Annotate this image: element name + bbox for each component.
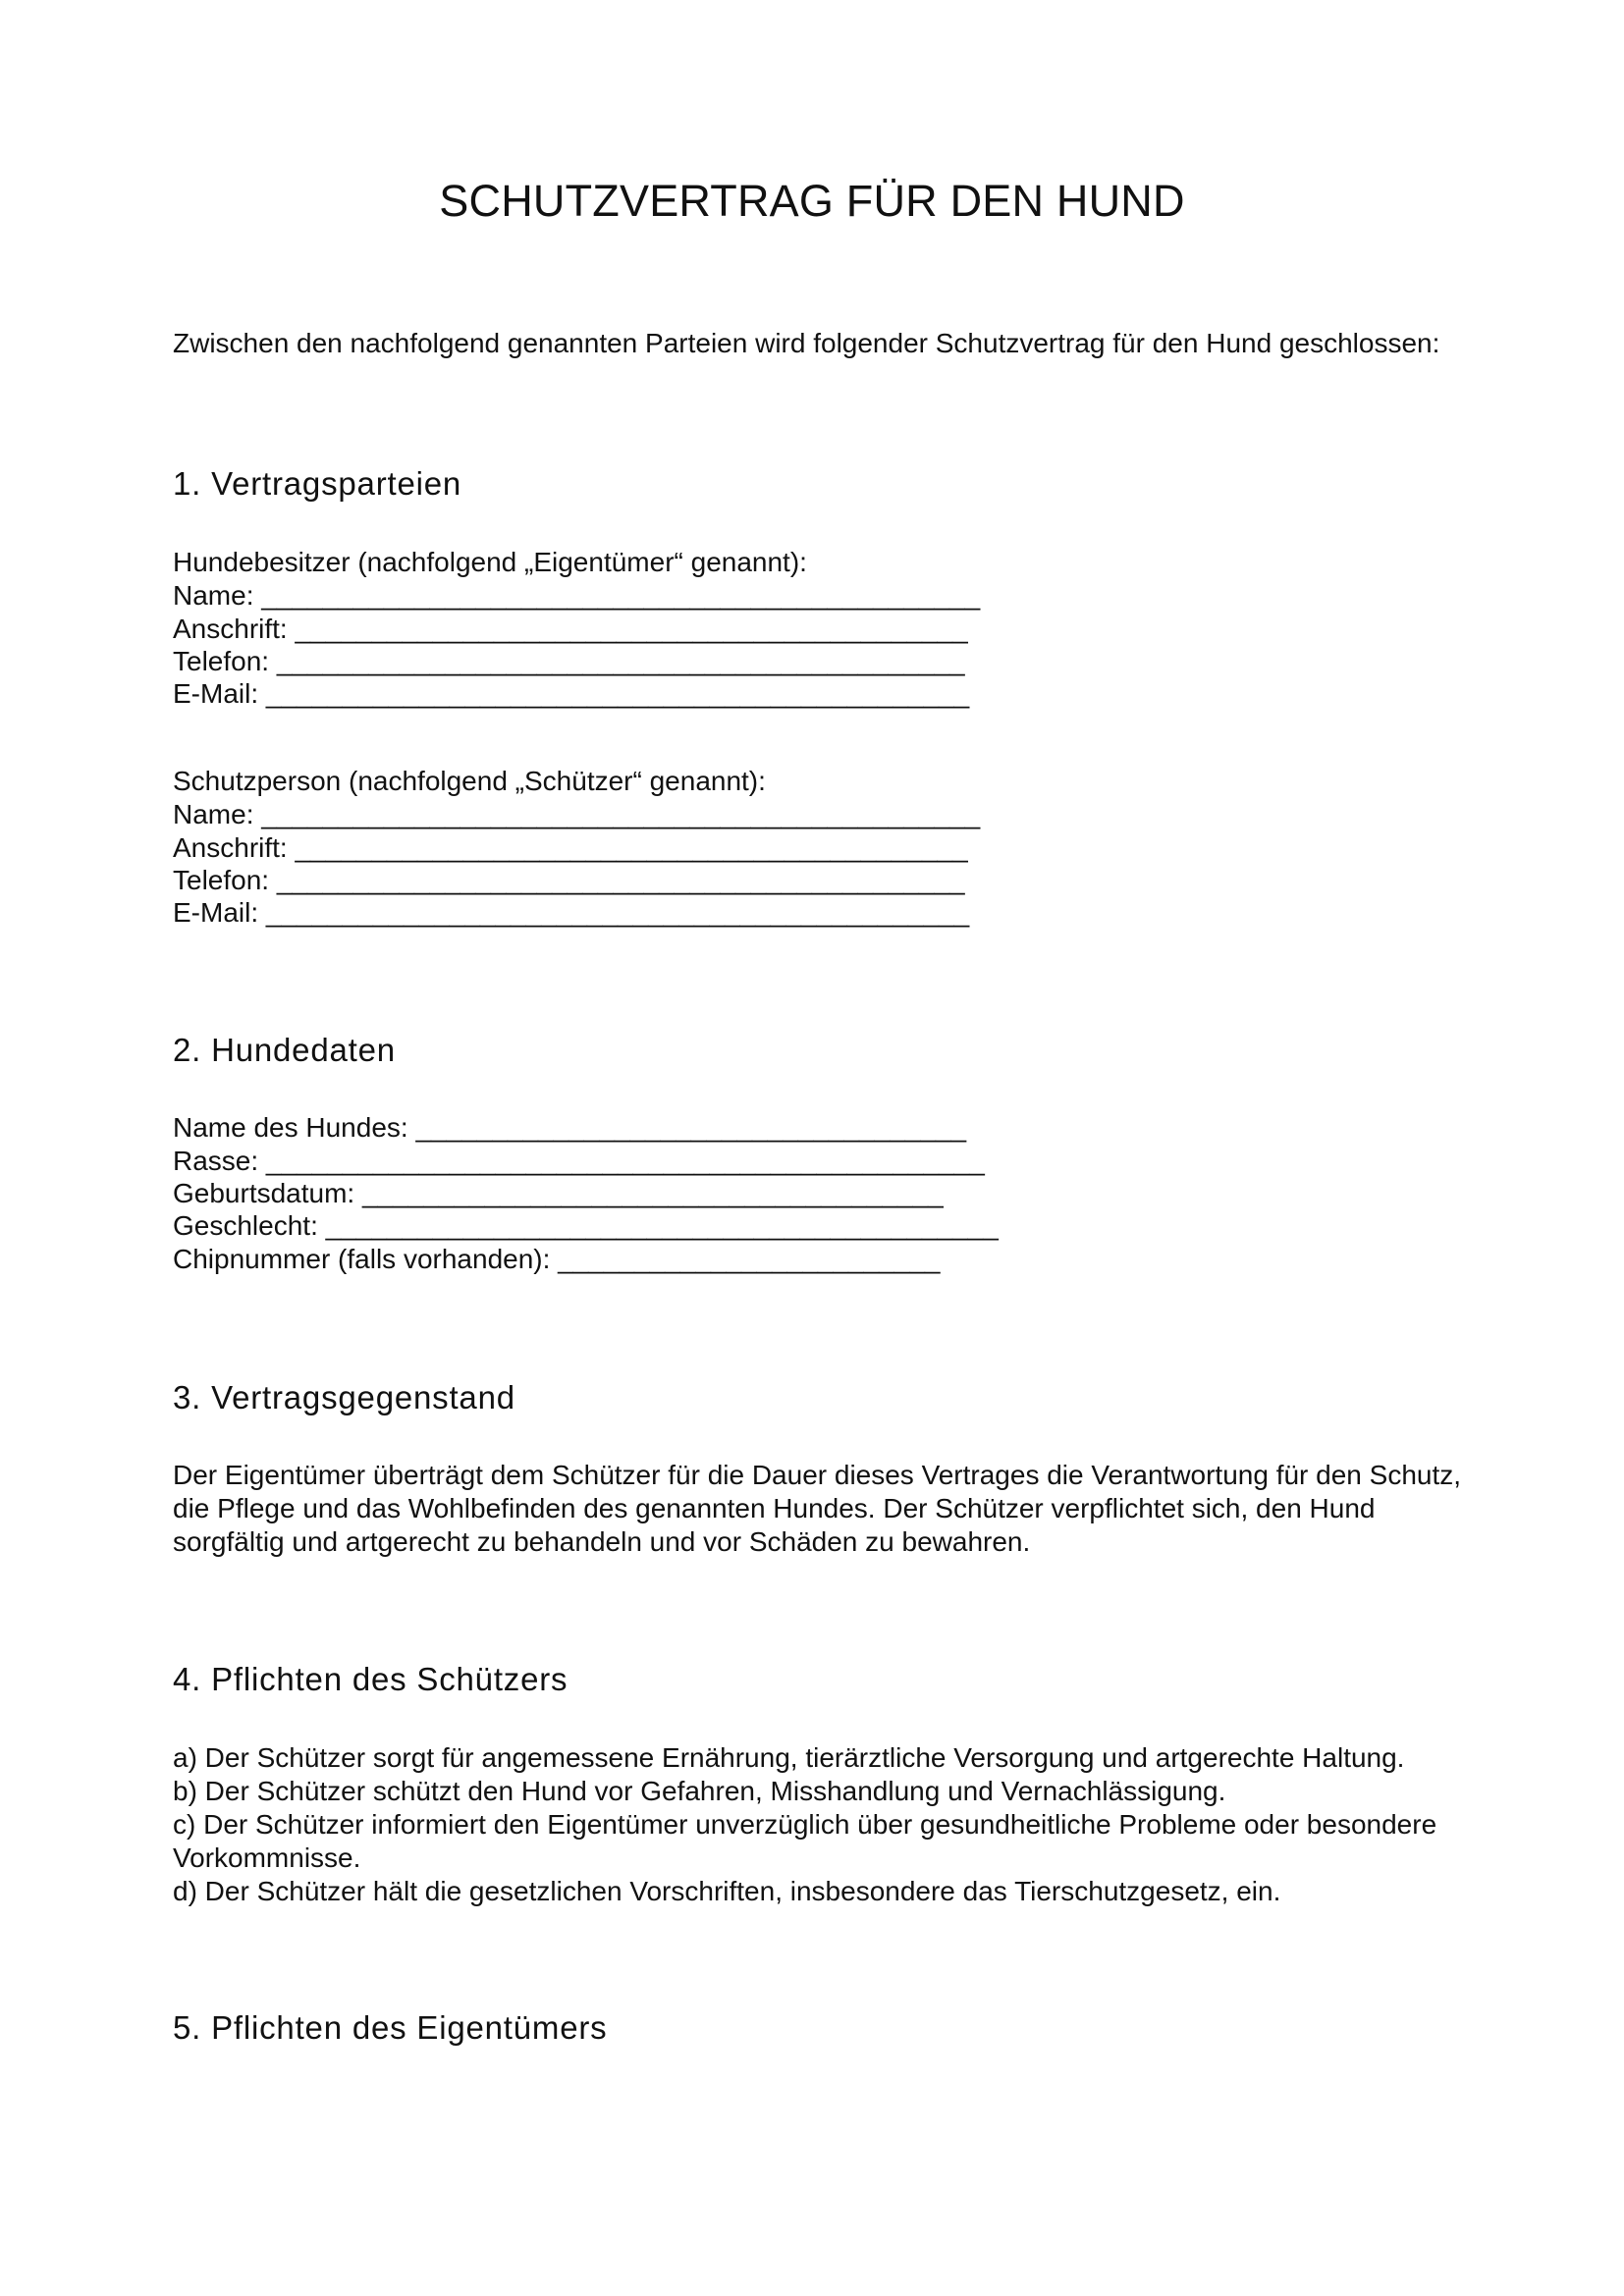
duty-item-b: b) Der Schützer schützt den Hund vor Gefahren, Misshandlung und Vernachlässigung. xyxy=(173,1776,1226,1806)
duty-item-a: a) Der Schützer sorgt für angemessene Ernährung, tierärztliche Versorgung und artgerechte Haltung. xyxy=(173,1742,1405,1773)
chip-number-field: Chipnummer (falls vorhanden): _________________________ xyxy=(173,1244,941,1274)
birthdate-field: Geburtsdatum: ______________________________________ xyxy=(173,1178,944,1208)
section-4-heading: 4. Pflichten des Schützers xyxy=(173,1661,568,1697)
dog-name-field: Name des Hundes: ____________________________________ xyxy=(173,1112,967,1143)
duty-item-d: d) Der Schützer hält die gesetzlichen Vorschriften, insbesondere das Tierschutzgesetz, ein. xyxy=(173,1876,1281,1906)
protector-address-field: Anschrift: ____________________________________________ xyxy=(173,832,968,863)
section-3-heading: 3. Vertragsgegenstand xyxy=(173,1379,515,1415)
page-title: SCHUTZVERTRAG FÜR DEN HUND xyxy=(439,176,1185,226)
section-4-list xyxy=(173,1741,1489,1908)
owner-name-field: Name: _______________________________________________ xyxy=(173,580,981,611)
intro-text: Zwischen den nachfolgend genannten Parteien wird folgender Schutzvertrag für den Hund geschlossen: xyxy=(173,328,1440,358)
section-1-heading: 1. Vertragsparteien xyxy=(173,465,462,502)
protector-name-field: Name: _______________________________________________ xyxy=(173,799,981,829)
protector-phone-field: Telefon: _____________________________________________ xyxy=(173,865,965,895)
owner-label: Hundebesitzer (nachfolgend „Eigentümer“ genannt): xyxy=(173,547,807,577)
owner-phone-field: Telefon: _____________________________________________ xyxy=(173,646,965,676)
section-5-heading: 5. Pflichten des Eigentümers xyxy=(173,2009,608,2046)
sex-field: Geschlecht: ____________________________________________ xyxy=(173,1210,999,1241)
protector-label: Schutzperson (nachfolgend „Schützer“ genannt): xyxy=(173,766,766,796)
section-3-paragraph: Der Eigentümer überträgt dem Schützer für die Dauer dieses Vertrages die Verantwortung für den Schutz, die Pflege und das Wohlbefinden des genannten Hundes. Der Schützer verpflichtet sich, den Hund sorgfältig und artgerecht zu behandeln und vor Schäden zu bewahren. xyxy=(173,1460,1462,1557)
duty-item-c: c) Der Schützer informiert den Eigentümer unverzüglich über gesundheitliche Probleme oder besondere Vorkommnisse. xyxy=(173,1809,1437,1873)
owner-email-field: E-Mail: ______________________________________________ xyxy=(173,678,970,709)
section-2-heading: 2. Hundedaten xyxy=(173,1032,396,1068)
owner-address-field: Anschrift: ____________________________________________ xyxy=(173,614,968,644)
protector-email-field: E-Mail: ______________________________________________ xyxy=(173,897,970,928)
breed-field: Rasse: _______________________________________________ xyxy=(173,1146,985,1176)
